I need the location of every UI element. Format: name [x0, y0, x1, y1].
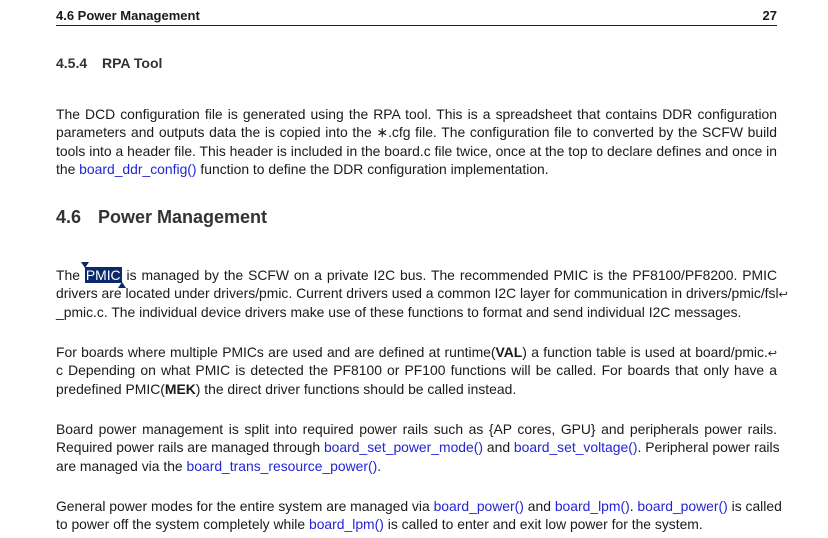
text-line: [56, 457, 777, 475]
text-run: is managed by the SCFW on a private I2C bus. The recommended PMIC is the PF8100/PF8200. PMIC: [121, 267, 778, 283]
paragraph-rpa-tool: [56, 105, 777, 178]
function-reference-board-power[interactable]: board_power(): [637, 498, 728, 514]
function-reference-board-trans-resource-power[interactable]: board_trans_resource_power(): [186, 457, 378, 474]
text-run: .: [629, 498, 638, 514]
section-title: Power Management: [98, 207, 268, 227]
text-line: [56, 497, 782, 515]
function-reference-board-set-voltage[interactable]: board_set_voltage(): [513, 439, 638, 456]
text-run: ) a function table is used at board/pmic.: [522, 344, 768, 360]
document-page: [56, 0, 788, 538]
paragraph-general-power-modes: [56, 497, 782, 534]
section-number: 4.6: [56, 207, 82, 227]
text-line: [56, 515, 777, 533]
text-line: The DCD configuration file is generated using the RPA tool. This is a spreadsheet that contains DDR configuration: [56, 106, 777, 122]
text-run: is called: [727, 498, 782, 514]
bold-term-val: VAL: [495, 344, 523, 360]
function-reference-board-lpm[interactable]: board_lpm(): [554, 498, 630, 514]
text-run: function to define the DDR configuration implementation.: [196, 160, 549, 177]
text-line: [56, 380, 777, 398]
text-line: [56, 343, 777, 361]
function-reference-board-ddr-config[interactable]: board_ddr_config(): [79, 160, 197, 177]
subsection-title: RPA Tool: [102, 55, 163, 71]
text-run: The: [56, 267, 85, 283]
text-line: parameters and outputs data the is copied into the ∗.cfg file. The configuration file to converted by the SCFW build: [56, 124, 777, 141]
paragraph-multiple-pmics: [56, 343, 777, 398]
text-line: c Depending on what PMIC is detected the PF8100 or PF100 functions will be called. For boards that only have a: [56, 362, 777, 379]
function-reference-board-lpm[interactable]: board_lpm(): [308, 516, 384, 533]
text-run: predefined PMIC(: [56, 380, 165, 397]
text-run: are managed via the: [56, 457, 187, 474]
function-reference-board-set-power-mode[interactable]: board_set_power_mode(): [323, 439, 484, 456]
text-line: Board power management is split into required power rails such as {AP cores, GPU} and peripherals power rails.: [56, 421, 777, 437]
page-number: 27: [762, 8, 777, 23]
text-run: . Peripheral power rails: [637, 439, 780, 456]
text-run: is called to enter and exit low power for the system.: [383, 516, 703, 533]
text-run: drivers are located under drivers/pmic. Current drivers used a common I2C layer for communication in drivers/pmic/fsl: [56, 285, 779, 302]
section-heading: [56, 206, 267, 228]
text-run: For boards where multiple PMICs are used and are defined at runtime(: [56, 344, 496, 360]
subsection-heading: [56, 54, 162, 72]
running-header-title: 4.6 Power Management: [56, 8, 200, 23]
text-run: General power modes for the entire system are managed via: [56, 498, 434, 514]
text-run: and: [523, 498, 555, 514]
running-header: [56, 8, 777, 26]
text-line: [56, 284, 788, 302]
function-reference-board-power[interactable]: board_power(): [433, 498, 524, 514]
text-line: _pmic.c. The individual device drivers make use of these functions to format and send individual I2C messages.: [56, 303, 742, 320]
paragraph-board-power-rails: [56, 420, 780, 475]
text-run: and: [483, 439, 514, 456]
text-run: .: [377, 457, 382, 474]
line-wrap-icon: ↩: [778, 288, 788, 302]
subsection-number: 4.5.4: [56, 55, 88, 71]
text-line: [56, 266, 777, 284]
text-run: the: [56, 160, 80, 177]
text-run: to power off the system completely while: [56, 516, 309, 533]
text-run: Required power rails are managed through: [56, 439, 324, 456]
highlighted-selection-pmic[interactable]: PMIC: [85, 267, 121, 283]
text-line: [56, 438, 780, 456]
text-line: [56, 160, 777, 178]
line-wrap-icon: ↩: [767, 347, 778, 360]
paragraph-pmic-overview: [56, 266, 788, 321]
text-run: ) the direct driver functions should be called instead.: [195, 380, 517, 397]
bold-term-mek: MEK: [164, 380, 196, 397]
text-line: tools into a header file. This header is included in the board.c file twice, once at the top to declare defines and once in: [56, 142, 777, 159]
